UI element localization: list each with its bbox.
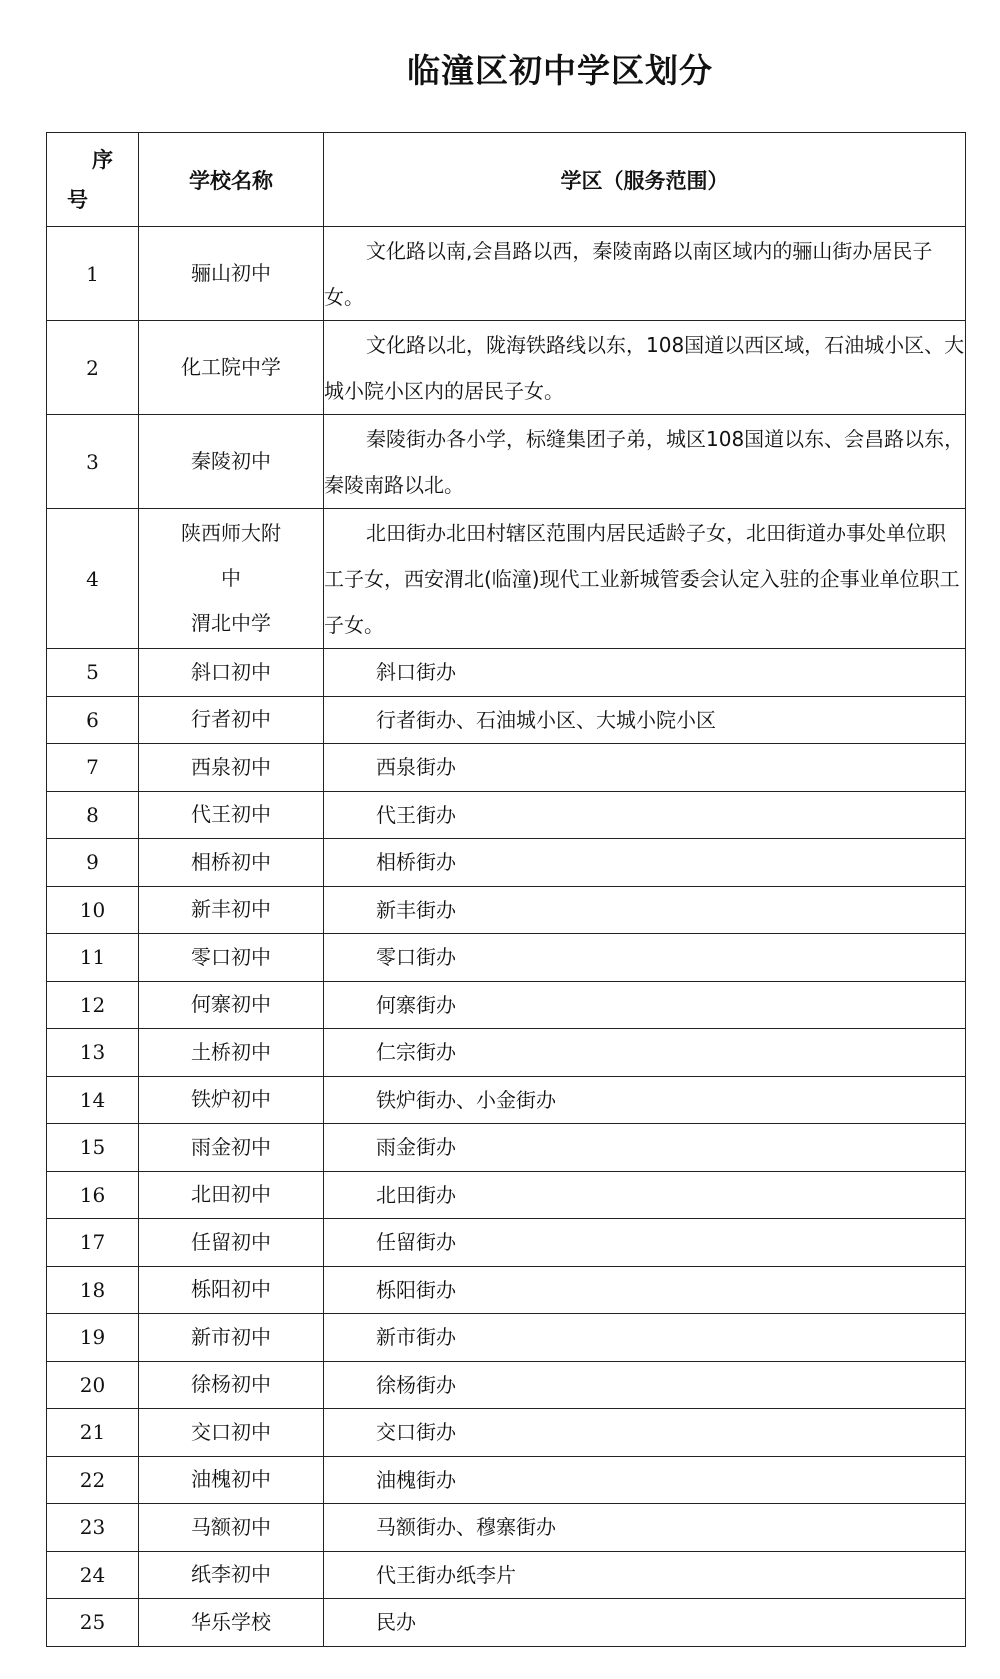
school-name <box>139 1076 324 1124</box>
table-row <box>47 649 966 697</box>
school-name-line: 陕西师大附 <box>181 521 281 545</box>
school-name-line: 西泉初中 <box>191 754 271 779</box>
row-number: 13 <box>47 1029 139 1077</box>
table-row <box>47 791 966 839</box>
district-area: 新丰街办 <box>324 886 966 934</box>
school-name-line: 中 <box>221 566 241 590</box>
table-row <box>47 839 966 887</box>
row-number: 19 <box>47 1314 139 1362</box>
district-area: 行者街办、石油城小区、大城小院小区 <box>324 696 966 744</box>
district-area: 交口街办 <box>324 1409 966 1457</box>
school-name <box>139 886 324 934</box>
header-school-name: 学校名称 <box>139 133 324 227</box>
school-name <box>139 1551 324 1599</box>
table-row <box>47 1029 966 1077</box>
school-district-table <box>46 132 966 1647</box>
row-number: 16 <box>47 1171 139 1219</box>
table-row <box>47 227 966 321</box>
district-area: 何寨街办 <box>324 981 966 1029</box>
table-row <box>47 1456 966 1504</box>
row-number: 14 <box>47 1076 139 1124</box>
row-number: 6 <box>47 696 139 744</box>
school-name-line: 新丰初中 <box>191 897 271 922</box>
district-area: 民办 <box>324 1599 966 1647</box>
row-number: 7 <box>47 744 139 792</box>
school-name-line: 铁炉初中 <box>191 1087 271 1112</box>
table-row <box>47 415 966 509</box>
district-area: 铁炉街办、小金街办 <box>324 1076 966 1124</box>
table-row <box>47 509 966 649</box>
row-number: 10 <box>47 886 139 934</box>
header-number-line2: 号 <box>67 187 88 212</box>
table-header-row <box>47 133 966 227</box>
school-name <box>139 1124 324 1172</box>
school-name <box>139 981 324 1029</box>
table-row <box>47 1361 966 1409</box>
district-area: 仁宗街办 <box>324 1029 966 1077</box>
school-name <box>139 1504 324 1552</box>
school-name-line: 油槐初中 <box>191 1467 271 1492</box>
district-area: 秦陵街办各小学，标缝集团子弟，城区108国道以东、会昌路以东，秦陵南路以北。 <box>324 415 966 509</box>
school-name-line: 土桥初中 <box>191 1039 271 1064</box>
school-name <box>139 744 324 792</box>
row-number: 22 <box>47 1456 139 1504</box>
school-name <box>139 839 324 887</box>
school-name-line: 新市初中 <box>191 1324 271 1349</box>
table-row <box>47 1219 966 1267</box>
school-name-line: 行者初中 <box>191 707 271 732</box>
school-name <box>139 415 324 509</box>
table-row <box>47 1171 966 1219</box>
table-row <box>47 1599 966 1647</box>
school-name <box>139 1219 324 1267</box>
school-name <box>139 934 324 982</box>
school-name <box>139 1599 324 1647</box>
row-number: 21 <box>47 1409 139 1457</box>
school-name <box>139 1266 324 1314</box>
district-area: 栎阳街办 <box>324 1266 966 1314</box>
school-name-line: 交口初中 <box>191 1419 271 1444</box>
table-row <box>47 886 966 934</box>
school-name <box>139 1029 324 1077</box>
row-number: 3 <box>47 415 139 509</box>
district-area: 代王街办 <box>324 791 966 839</box>
table-row <box>47 1266 966 1314</box>
row-number: 1 <box>47 227 139 321</box>
header-number-line1: 序 <box>92 147 113 172</box>
table-row <box>47 696 966 744</box>
header-district: 学区（服务范围） <box>324 133 966 227</box>
school-name <box>139 696 324 744</box>
school-name-line: 斜口初中 <box>191 659 271 684</box>
district-area: 斜口街办 <box>324 649 966 697</box>
school-name-line: 渭北中学 <box>191 611 271 635</box>
school-name <box>139 509 324 649</box>
school-name-line: 何寨初中 <box>191 992 271 1017</box>
table-body <box>47 227 966 1647</box>
header-number <box>47 133 139 227</box>
row-number: 11 <box>47 934 139 982</box>
row-number: 8 <box>47 791 139 839</box>
row-number: 25 <box>47 1599 139 1647</box>
district-area: 马额街办、穆寨街办 <box>324 1504 966 1552</box>
document-title: 临潼区初中学区划分 <box>407 51 713 90</box>
row-number: 18 <box>47 1266 139 1314</box>
district-area: 雨金街办 <box>324 1124 966 1172</box>
table-row <box>47 981 966 1029</box>
school-name-line: 马额初中 <box>191 1514 271 1539</box>
district-area: 徐杨街办 <box>324 1361 966 1409</box>
school-name-line: 代王初中 <box>191 802 271 827</box>
row-number: 5 <box>47 649 139 697</box>
row-number: 4 <box>47 509 139 649</box>
school-name-line: 北田初中 <box>191 1182 271 1207</box>
row-number: 20 <box>47 1361 139 1409</box>
district-area: 文化路以南,会昌路以西，秦陵南路以南区域内的骊山街办居民子女。 <box>324 227 966 321</box>
district-area: 相桥街办 <box>324 839 966 887</box>
school-name <box>139 1456 324 1504</box>
row-number: 24 <box>47 1551 139 1599</box>
table-row <box>47 321 966 415</box>
school-name <box>139 1171 324 1219</box>
school-name-line: 相桥初中 <box>191 849 271 874</box>
school-name-line: 栎阳初中 <box>191 1277 271 1302</box>
row-number: 17 <box>47 1219 139 1267</box>
school-name <box>139 227 324 321</box>
row-number: 2 <box>47 321 139 415</box>
district-area: 北田街办 <box>324 1171 966 1219</box>
school-name-line: 徐杨初中 <box>191 1372 271 1397</box>
school-name <box>139 321 324 415</box>
table-row <box>47 1124 966 1172</box>
row-number: 23 <box>47 1504 139 1552</box>
school-name-line: 纸李初中 <box>191 1562 271 1587</box>
table-row <box>47 934 966 982</box>
district-area: 代王街办纸李片 <box>324 1551 966 1599</box>
school-name <box>139 1361 324 1409</box>
table-row <box>47 744 966 792</box>
school-name-line: 雨金初中 <box>191 1134 271 1159</box>
table-row <box>47 1504 966 1552</box>
school-name <box>139 791 324 839</box>
school-name-line: 华乐学校 <box>191 1609 271 1634</box>
table-row <box>47 1076 966 1124</box>
row-number: 9 <box>47 839 139 887</box>
row-number: 15 <box>47 1124 139 1172</box>
district-area: 西泉街办 <box>324 744 966 792</box>
school-name-line: 化工院中学 <box>181 355 281 379</box>
district-area: 北田街办北田村辖区范围内居民适龄子女，北田街道办事处单位职工子女，西安渭北(临潼)现代工业新城管委会认定入驻的企事业单位职工子女。 <box>324 509 966 649</box>
district-area: 任留街办 <box>324 1219 966 1267</box>
district-area: 文化路以北，陇海铁路线以东，108国道以西区域，石油城小区、大城小院小区内的居民子女。 <box>324 321 966 415</box>
table-row <box>47 1314 966 1362</box>
school-name <box>139 649 324 697</box>
table-row <box>47 1551 966 1599</box>
row-number: 12 <box>47 981 139 1029</box>
school-name-line: 骊山初中 <box>191 261 271 285</box>
district-area: 油槐街办 <box>324 1456 966 1504</box>
district-area: 零口街办 <box>324 934 966 982</box>
school-name <box>139 1409 324 1457</box>
table-row <box>47 1409 966 1457</box>
school-name <box>139 1314 324 1362</box>
district-area: 新市街办 <box>324 1314 966 1362</box>
school-name-line: 秦陵初中 <box>191 449 271 473</box>
school-name-line: 任留初中 <box>191 1229 271 1254</box>
school-name-line: 零口初中 <box>191 944 271 969</box>
